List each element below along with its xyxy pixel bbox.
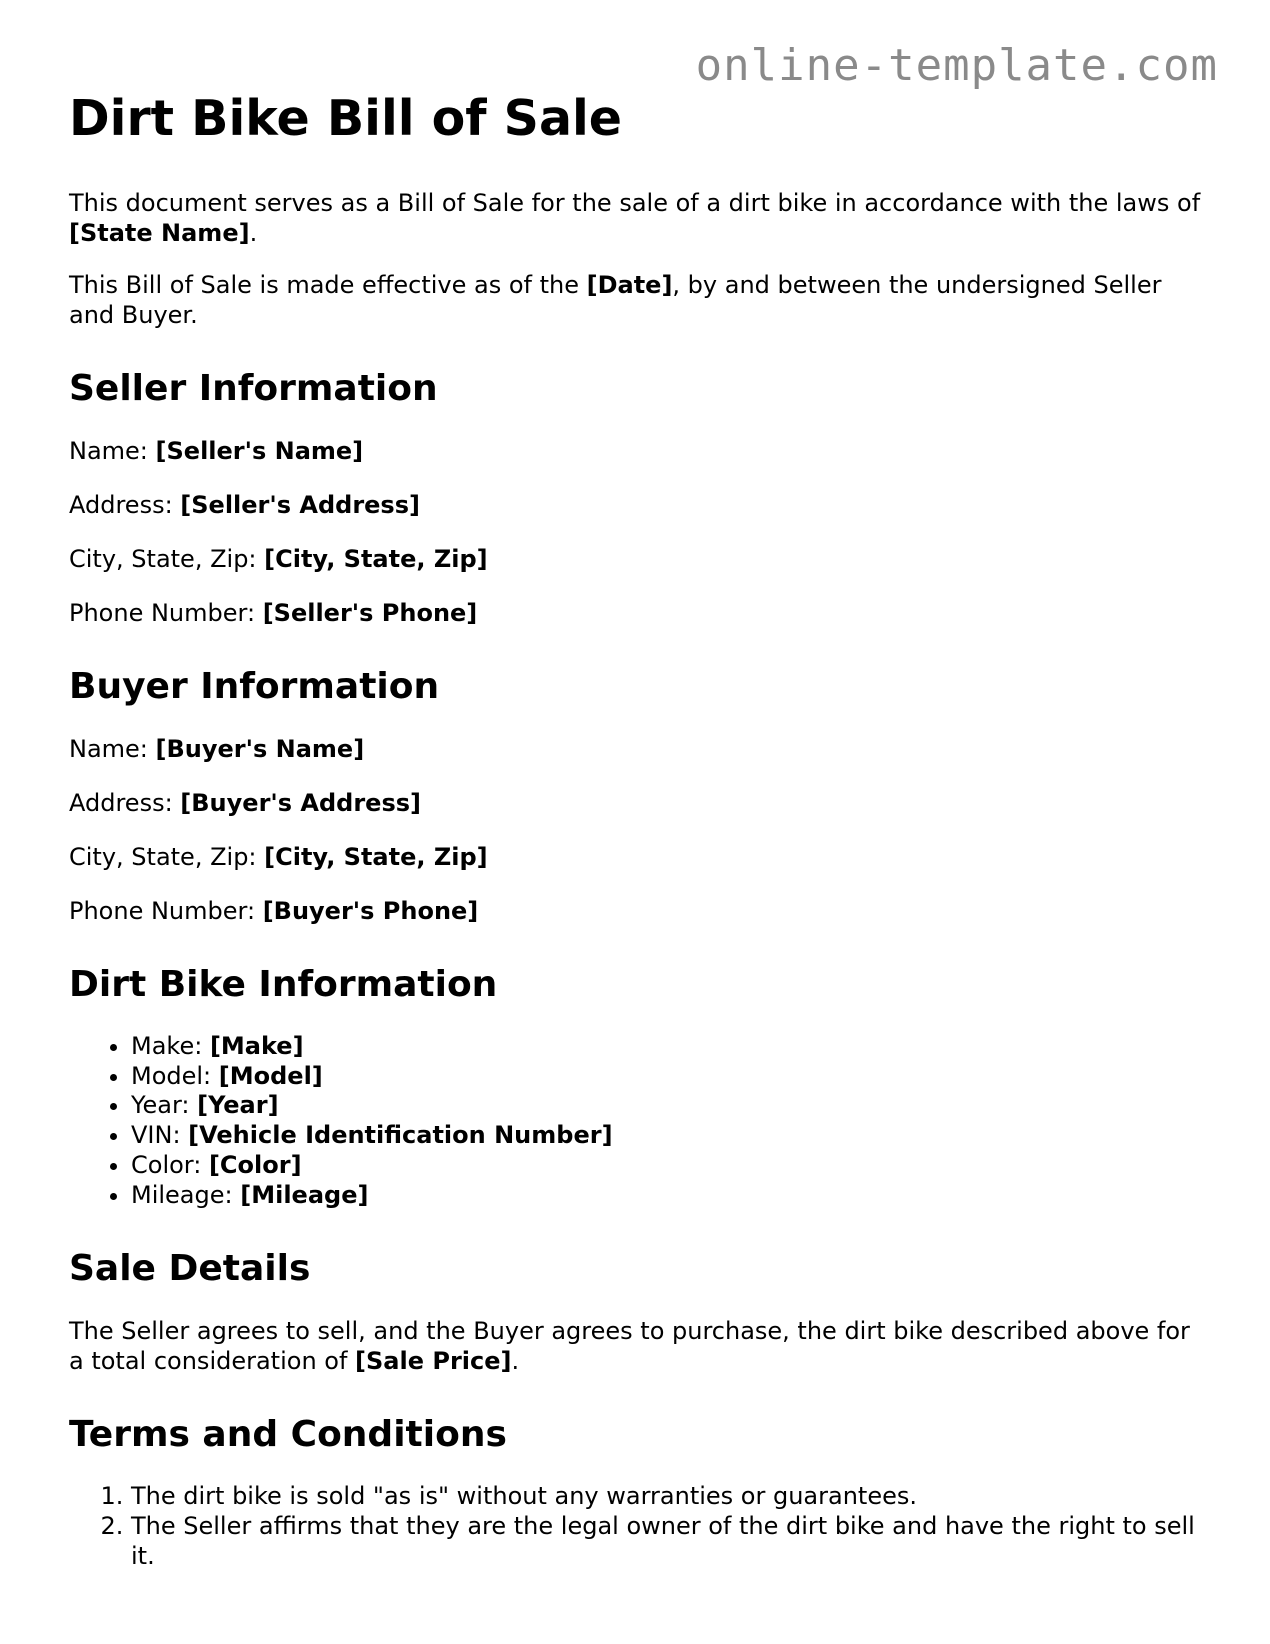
intro-paragraph-1	[69, 188, 1204, 248]
bike-heading: Dirt Bike Information	[69, 964, 498, 1005]
sale-price-placeholder: [Sale Price]	[355, 1347, 512, 1376]
seller-name-field	[69, 436, 1204, 466]
field-value: [City, State, Zip]	[264, 545, 488, 573]
item-value: [Color]	[208, 1150, 302, 1179]
item-label: Year:	[131, 1091, 198, 1120]
bike-details-list	[69, 1032, 1204, 1210]
seller-address-field	[69, 490, 1204, 520]
terms-heading: Terms and Conditions	[69, 1414, 507, 1456]
field-value: [Buyer's Address]	[180, 789, 421, 817]
list-item: 1. The dirt bike is sold "as is" without any warranties or guarantees.	[131, 1482, 1204, 1512]
state-name-placeholder: [State Name]	[69, 219, 250, 247]
field-value: [Seller's Address]	[180, 491, 420, 519]
seller-section	[69, 368, 1204, 628]
buyer-city-field	[69, 842, 1204, 872]
bike-section	[69, 964, 1204, 1210]
list-item	[131, 1181, 1204, 1211]
item-label: VIN:	[131, 1121, 189, 1150]
buyer-name-field	[69, 734, 1204, 764]
field-label: City, State, Zip:	[69, 843, 265, 871]
date-placeholder: [Date]	[586, 271, 673, 299]
list-item	[131, 1151, 1204, 1181]
field-label: Address:	[69, 789, 181, 817]
watermark: online-template.com	[695, 40, 1218, 91]
document-body	[69, 90, 1204, 1571]
list-item	[131, 1032, 1204, 1062]
intro-1-end: .	[249, 219, 258, 247]
sale-heading: Sale Details	[69, 1248, 311, 1290]
field-label: Name:	[69, 735, 156, 763]
item-value: [Make]	[209, 1032, 304, 1060]
list-item	[131, 1121, 1204, 1151]
field-value: [Seller's Name]	[155, 437, 364, 465]
terms-section	[69, 1414, 1204, 1571]
document-title: Dirt Bike Bill of Sale	[69, 90, 623, 147]
field-value: [Seller's Phone]	[262, 599, 478, 627]
item-label: Make:	[131, 1032, 210, 1060]
buyer-section	[69, 666, 1204, 926]
list-item	[131, 1091, 1204, 1121]
buyer-heading: Buyer Information	[69, 666, 440, 707]
item-value: [Model]	[218, 1061, 323, 1090]
terms-list	[69, 1482, 1204, 1571]
list-item: 2. The Seller affirms that they are the legal owner of the dirt bike and have the right to sell it.	[131, 1512, 1204, 1571]
field-value: [City, State, Zip]	[264, 843, 488, 871]
buyer-address-field	[69, 788, 1204, 818]
sale-paragraph	[69, 1316, 1204, 1376]
intro-paragraph-2	[69, 270, 1204, 330]
item-value: [Vehicle Identification Number]	[188, 1121, 613, 1150]
seller-heading: Seller Information	[69, 368, 438, 409]
item-label: Model:	[131, 1061, 219, 1090]
item-value: [Mileage]	[240, 1180, 369, 1209]
field-label: Name:	[69, 437, 156, 465]
intro-2-end: , by and between the undersigned Seller and Buyer.	[69, 271, 1162, 329]
sale-text: The Seller agrees to sell, and the Buyer agrees to purchase, the dirt bike described above for a total consideration of	[69, 1317, 1190, 1376]
buyer-phone-field	[69, 896, 1204, 926]
item-label: Color:	[131, 1150, 209, 1179]
sale-end: .	[511, 1347, 520, 1376]
field-value: [Buyer's Name]	[155, 735, 365, 763]
field-value: [Buyer's Phone]	[262, 897, 479, 925]
item-value: [Year]	[197, 1091, 279, 1120]
sale-section	[69, 1248, 1204, 1376]
list-item	[131, 1062, 1204, 1092]
field-label: Phone Number:	[69, 897, 263, 925]
intro-1-text: This document serves as a Bill of Sale for the sale of a dirt bike in accordance with the laws of	[69, 189, 1201, 217]
item-label: Mileage:	[131, 1180, 241, 1209]
intro-2-text: This Bill of Sale is made effective as of the	[69, 271, 587, 299]
seller-city-field	[69, 544, 1204, 574]
field-label: Phone Number:	[69, 599, 263, 627]
field-label: City, State, Zip:	[69, 545, 265, 573]
seller-phone-field	[69, 598, 1204, 628]
field-label: Address:	[69, 491, 181, 519]
